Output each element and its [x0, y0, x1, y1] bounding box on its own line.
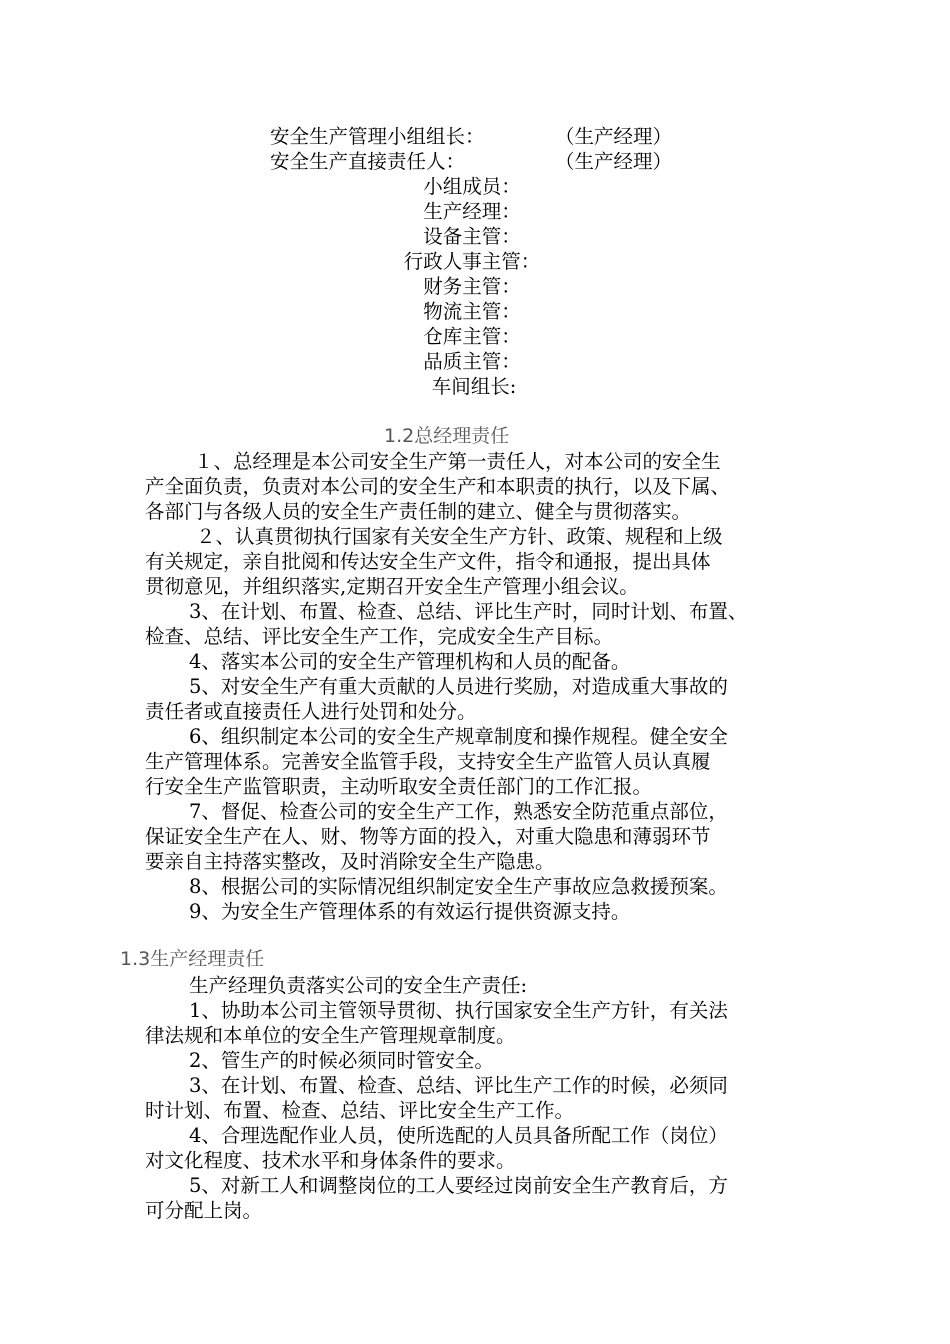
paragraph-line: 时计划、布置、检查、总结、评比安全生产工作。: [145, 1099, 575, 1122]
direct-row: [270, 149, 672, 174]
paragraph-line: 贯彻意见，并组织落实,定期召开安全生产管理小组会议。: [145, 575, 639, 598]
member-label: 仓库主管：: [423, 325, 521, 348]
paragraph-line: 生产管理体系。完善安全监管手段，支持安全生产监管人员认真履: [145, 750, 711, 773]
paragraph-line: 保证安全生产在人、财、物等方面的投入，对重大隐患和薄弱环节: [145, 825, 711, 848]
paragraph-line: 检查、总结、评比安全生产工作，完成安全生产目标。: [145, 625, 614, 648]
paragraph-line: 6、组织制定本公司的安全生产规章制度和操作规程。健全安全: [189, 725, 728, 748]
member-label: 设备主管：: [423, 225, 521, 248]
direct-role: （生产经理）: [555, 150, 673, 173]
paragraph-line: 3、在计划、布置、检查、总结、评比生产时，同时计划、布置、: [189, 600, 748, 623]
paragraph-line: 行安全生产监管职责，主动听取安全责任部门的工作汇报。: [145, 775, 653, 798]
paragraph-line: 8、根据公司的实际情况组织制定安全生产事故应急救援预案。: [189, 875, 728, 898]
paragraph-line: 2、管生产的时候必须同时管安全。: [189, 1049, 494, 1072]
leader-role: （生产经理）: [555, 125, 673, 148]
paragraph-line: 各部门与各级人员的安全生产责任制的建立、健全与贯彻落实。: [145, 500, 692, 523]
paragraph-line: 4、落实本公司的安全生产管理机构和人员的配备。: [189, 650, 631, 673]
paragraph-line: 要亲自主持落实整改，及时消除安全生产隐患。: [145, 850, 555, 873]
section-heading-gm: 1.2总经理责任: [384, 425, 510, 447]
paragraph-line: 5、对安全生产有重大贡献的人员进行奖励，对造成重大事故的: [189, 675, 728, 698]
paragraph-line: 律法规和本单位的安全生产管理规章制度。: [145, 1024, 516, 1047]
paragraph-line: 9、为安全生产管理体系的有效运行提供资源支持。: [189, 900, 631, 923]
member-label: 车间组长:: [431, 375, 517, 398]
member-label: 小组成员：: [423, 175, 521, 198]
member-label: 品质主管：: [423, 350, 521, 373]
paragraph-line: 对文化程度、技术水平和身体条件的要求。: [145, 1149, 516, 1172]
section-heading-pm: 1.3生产经理责任: [120, 948, 265, 970]
paragraph-line: 7、督促、检查公司的安全生产工作，熟悉安全防范重点部位，: [189, 800, 728, 823]
leader-label: 安全生产管理小组组长：: [270, 125, 485, 148]
paragraph-line: 可分配上岗。: [145, 1199, 263, 1222]
paragraph-line: 5、对新工人和调整岗位的工人要经过岗前安全生产教育后，方: [189, 1174, 728, 1197]
paragraph-line: 有关规定，亲自批阅和传达安全生产文件，指令和通报，提出具体: [145, 550, 711, 573]
member-label: 生产经理：: [423, 200, 521, 223]
paragraph-line: 生产经理负责落实公司的安全生产责任:: [189, 974, 528, 997]
member-label: 物流主管：: [423, 300, 521, 323]
member-label: 财务主管：: [423, 275, 521, 298]
leader-row: [270, 124, 672, 149]
paragraph-line: 责任者或直接责任人进行处罚和处分。: [145, 700, 477, 723]
direct-label: 安全生产直接责任人：: [270, 150, 466, 173]
paragraph-line: 4、合理选配作业人员，使所选配的人员具备所配工作（岗位）: [189, 1124, 728, 1147]
paragraph-line: 3、在计划、布置、检查、总结、评比生产工作的时候，必须同: [189, 1074, 728, 1097]
paragraph-line: １、总经理是本公司安全生产第一责任人，对本公司的安全生: [194, 450, 721, 473]
paragraph-line: 1、协助本公司主管领导贯彻、执行国家安全生产方针，有关法: [189, 999, 728, 1022]
member-label: 行政人事主管：: [403, 250, 541, 273]
paragraph-line: 产全面负责，负责对本公司的安全生产和本职责的执行，以及下属、: [145, 475, 731, 498]
paragraph-line: ２、认真贯彻执行国家有关安全生产方针、政策、规程和上级: [196, 525, 723, 548]
